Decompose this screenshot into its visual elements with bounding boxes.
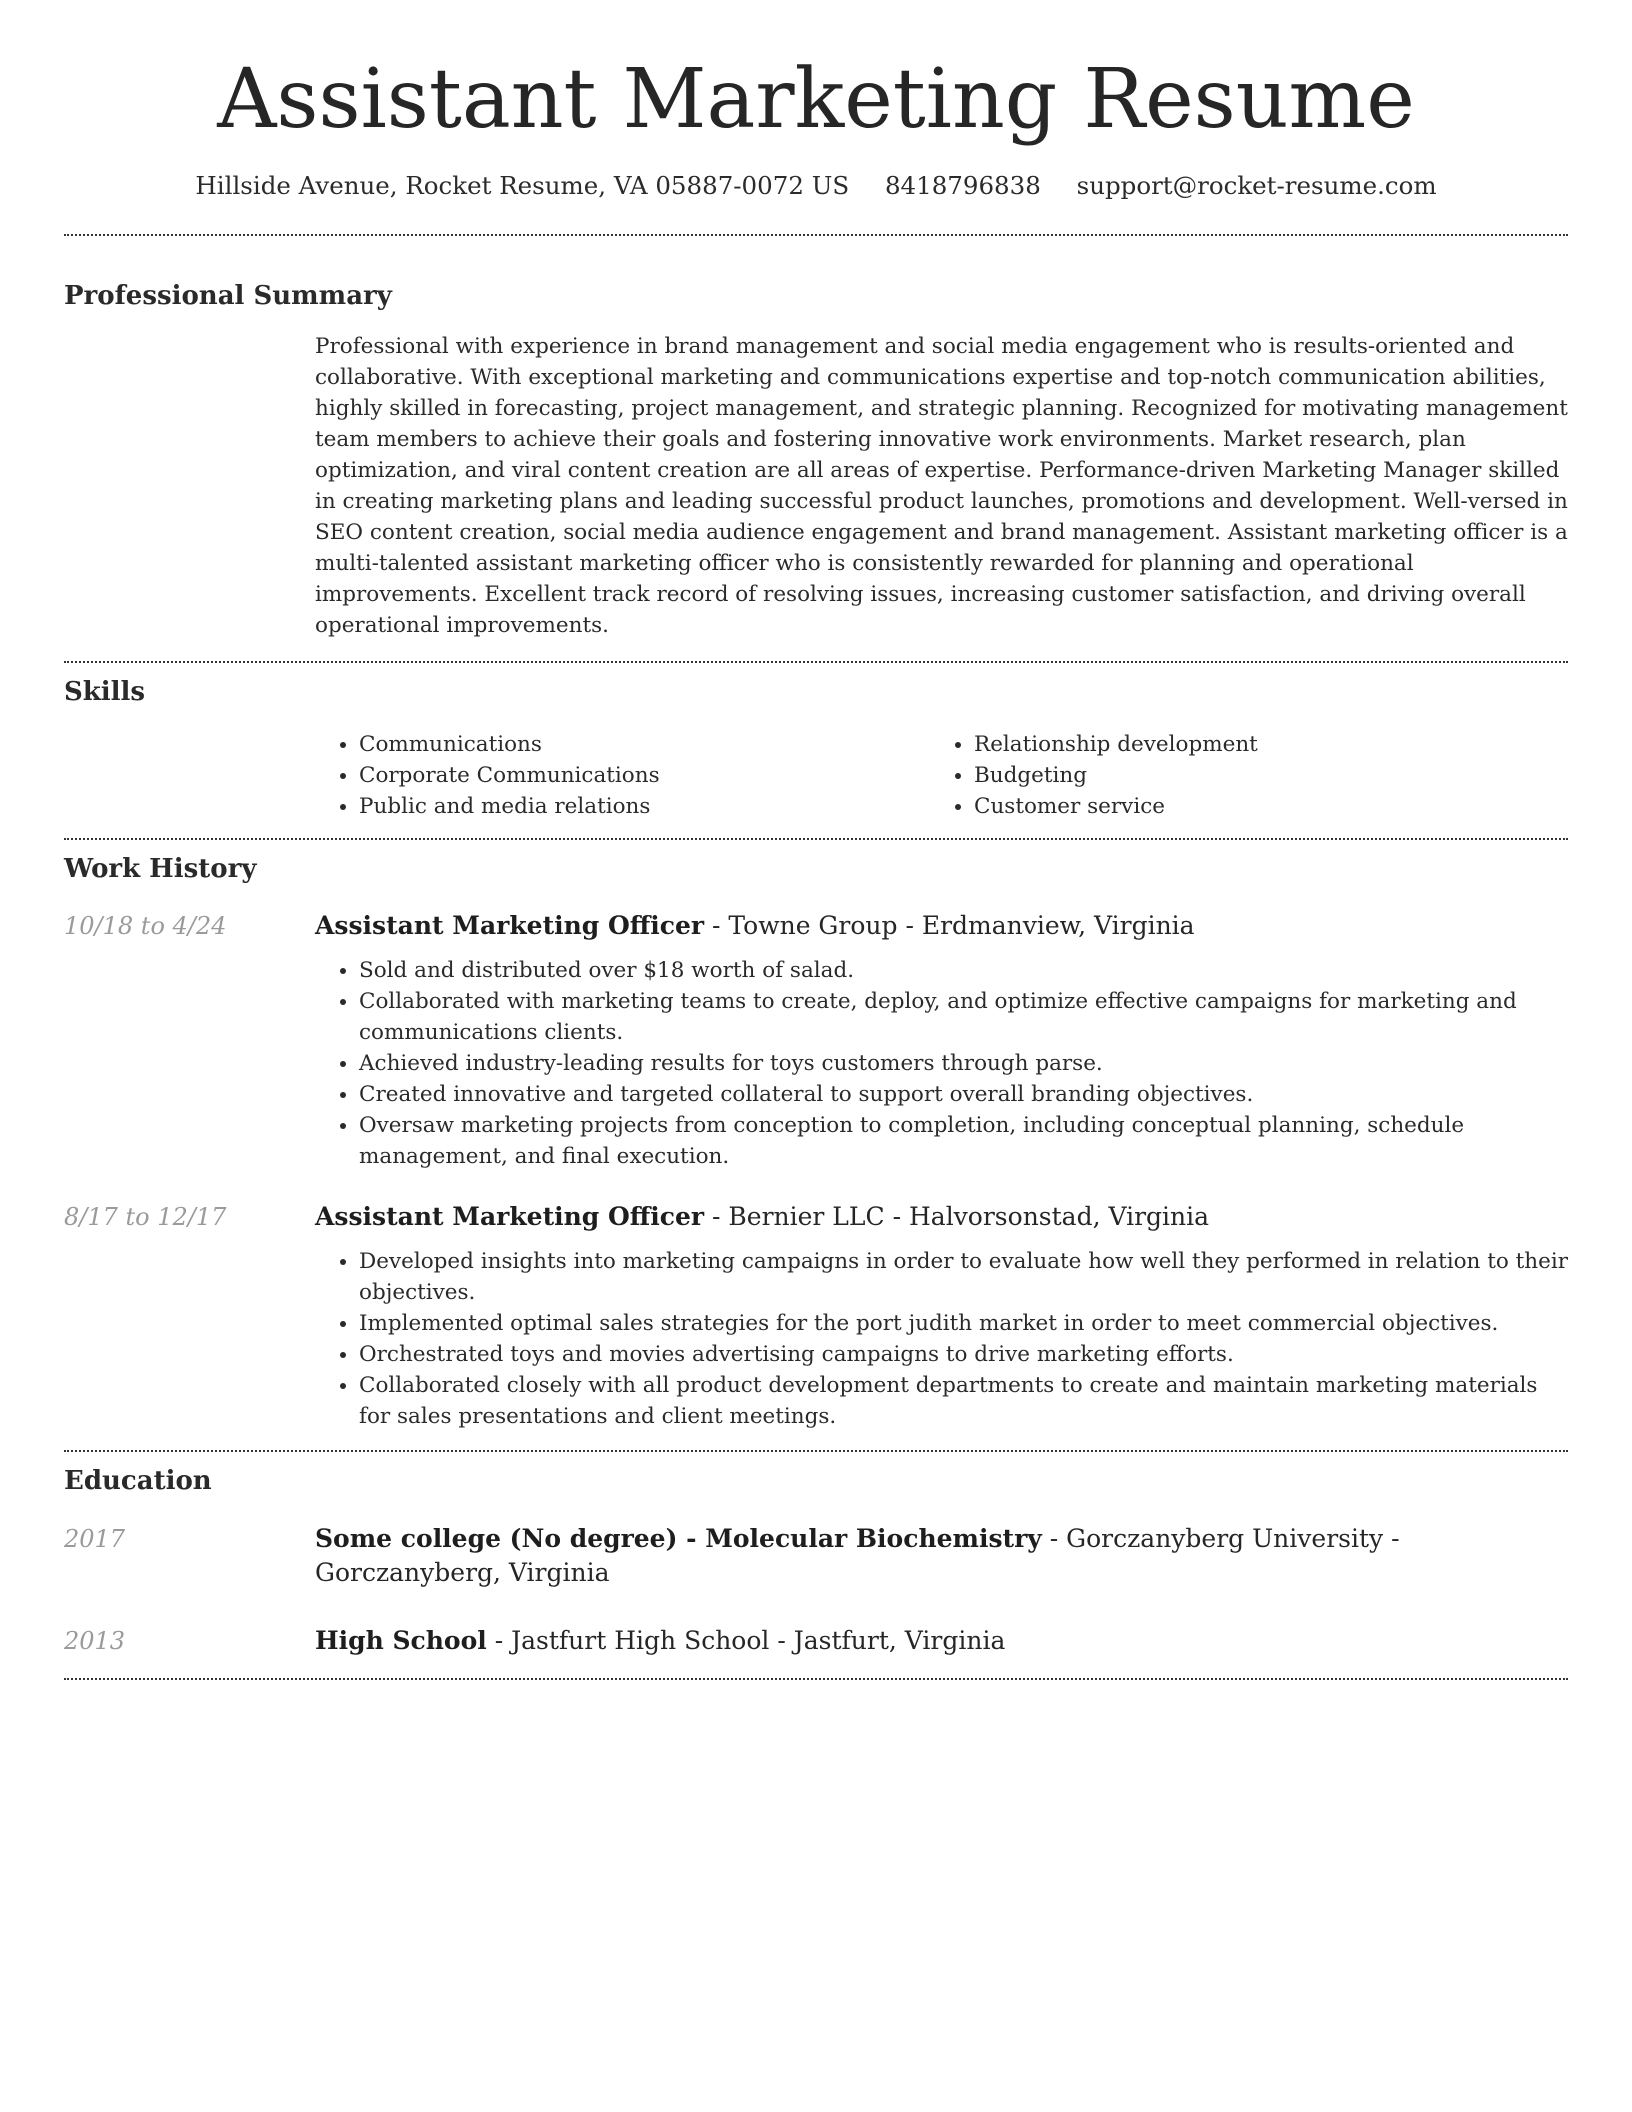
education-degree: High School	[315, 1626, 487, 1655]
skill-item: • Public and media relations	[359, 791, 930, 822]
education-year: 2017	[64, 1525, 126, 1553]
summary-text: Professional with experience in brand management and social media engagement who is results-oriented and collaborative. With exceptional marketing and communications expertise and top-notch communication abilities, highly skilled in forecasting, project management, and strategic planning. Recognized for motivating management team members to achieve their goals and fostering innovative work environments. Market research, plan optimization, and viral content creation are all areas of expertise. Performance-driven Marketing Manager skilled in creating marketing plans and leading successful product launches, promotions and development. Well-versed in SEO content creation, social media audience engagement and brand management. Assistant marketing officer is a multi-talented assistant marketing officer who is consistently rewarded for planning and operational improvements. Excellent track record of resolving issues, increasing customer satisfaction, and driving overall operational improvements.	[315, 334, 1568, 638]
contact-email: support@rocket-resume.com	[1076, 171, 1437, 200]
work-section	[64, 852, 1568, 1432]
divider	[64, 838, 1568, 840]
section-title-education: Education	[64, 1466, 212, 1496]
job-bullet: • Developed insights into marketing campaigns in order to evaluate how well they performed in relation to their objectives.	[359, 1246, 1568, 1308]
job-details	[315, 1200, 1568, 1432]
contact-address: Hillside Avenue, Rocket Resume, VA 05887-0072 US	[195, 171, 850, 200]
section-title-work: Work History	[64, 854, 257, 884]
education-section	[64, 1464, 1568, 1658]
skills-grid	[315, 729, 1568, 822]
job-bullet: • Oversaw marketing projects from conception to completion, including conceptual planning, schedule management, and final execution.	[359, 1110, 1568, 1172]
section-title-skills: Skills	[64, 677, 146, 707]
education-details	[315, 1624, 1568, 1658]
divider	[64, 661, 1568, 663]
job-bullet: • Achieved industry-leading results for toys customers through parse.	[359, 1048, 1568, 1079]
job-bullet: • Collaborated closely with all product development departments to create and maintain marketing materials for sales presentations and client meetings.	[359, 1370, 1568, 1432]
job-company: - Bernier LLC - Halvorsonstad, Virginia	[704, 1202, 1210, 1231]
job-role: Assistant Marketing Officer	[315, 911, 705, 940]
contact-line	[64, 170, 1568, 202]
education-school: - Jastfurt High School - Jastfurt, Virginia	[486, 1626, 1006, 1655]
skills-section	[64, 675, 1568, 822]
education-year: 2013	[64, 1627, 126, 1655]
section-title-summary: Professional Summary	[64, 281, 392, 311]
job-company: - Towne Group - Erdmanview, Virginia	[704, 911, 1195, 940]
skill-item: • Budgeting	[974, 760, 1544, 791]
skill-item: • Corporate Communications	[359, 760, 930, 791]
skill-item: • Relationship development	[974, 729, 1544, 760]
skill-item: • Communications	[359, 729, 930, 760]
education-entry	[64, 1624, 1568, 1658]
job-heading	[315, 1200, 1568, 1234]
education-degree: Some college (No degree) - Molecular Biochemistry	[315, 1524, 1042, 1553]
education-entry	[64, 1522, 1568, 1590]
divider	[64, 1450, 1568, 1452]
education-school: - Gorczanyberg University - Gorczanyberg, Virginia	[315, 1524, 1400, 1587]
job-bullet: • Orchestrated toys and movies advertising campaigns to drive marketing efforts.	[359, 1339, 1568, 1370]
job-bullet: • Created innovative and targeted collateral to support overall branding objectives.	[359, 1079, 1568, 1110]
skill-item: • Customer service	[974, 791, 1544, 822]
job-bullet: • Collaborated with marketing teams to create, deploy, and optimize effective campaigns for marketing and communications clients.	[359, 986, 1568, 1048]
contact-phone: 8418796838	[884, 171, 1041, 200]
education-details	[315, 1522, 1568, 1590]
skills-list-right	[930, 729, 1544, 822]
skills-list-left	[315, 729, 930, 822]
divider	[64, 1678, 1568, 1680]
job-dates: 8/17 to 12/17	[64, 1203, 227, 1231]
job-heading	[315, 909, 1568, 943]
resume-title: Assistant Marketing Resume	[217, 52, 1415, 147]
job-dates: 10/18 to 4/24	[64, 912, 227, 940]
job-bullet: • Sold and distributed over $18 worth of salad.	[359, 955, 1568, 986]
job-entry	[64, 909, 1568, 1172]
job-bullets	[315, 1246, 1568, 1432]
job-details	[315, 909, 1568, 1172]
divider	[64, 234, 1568, 236]
job-role: Assistant Marketing Officer	[315, 1202, 705, 1231]
summary-section	[64, 279, 1568, 641]
job-bullet: • Implemented optimal sales strategies for the port judith market in order to meet commercial objectives.	[359, 1308, 1568, 1339]
job-bullets	[315, 955, 1568, 1172]
job-entry	[64, 1200, 1568, 1432]
resume-page	[64, 0, 1568, 1680]
